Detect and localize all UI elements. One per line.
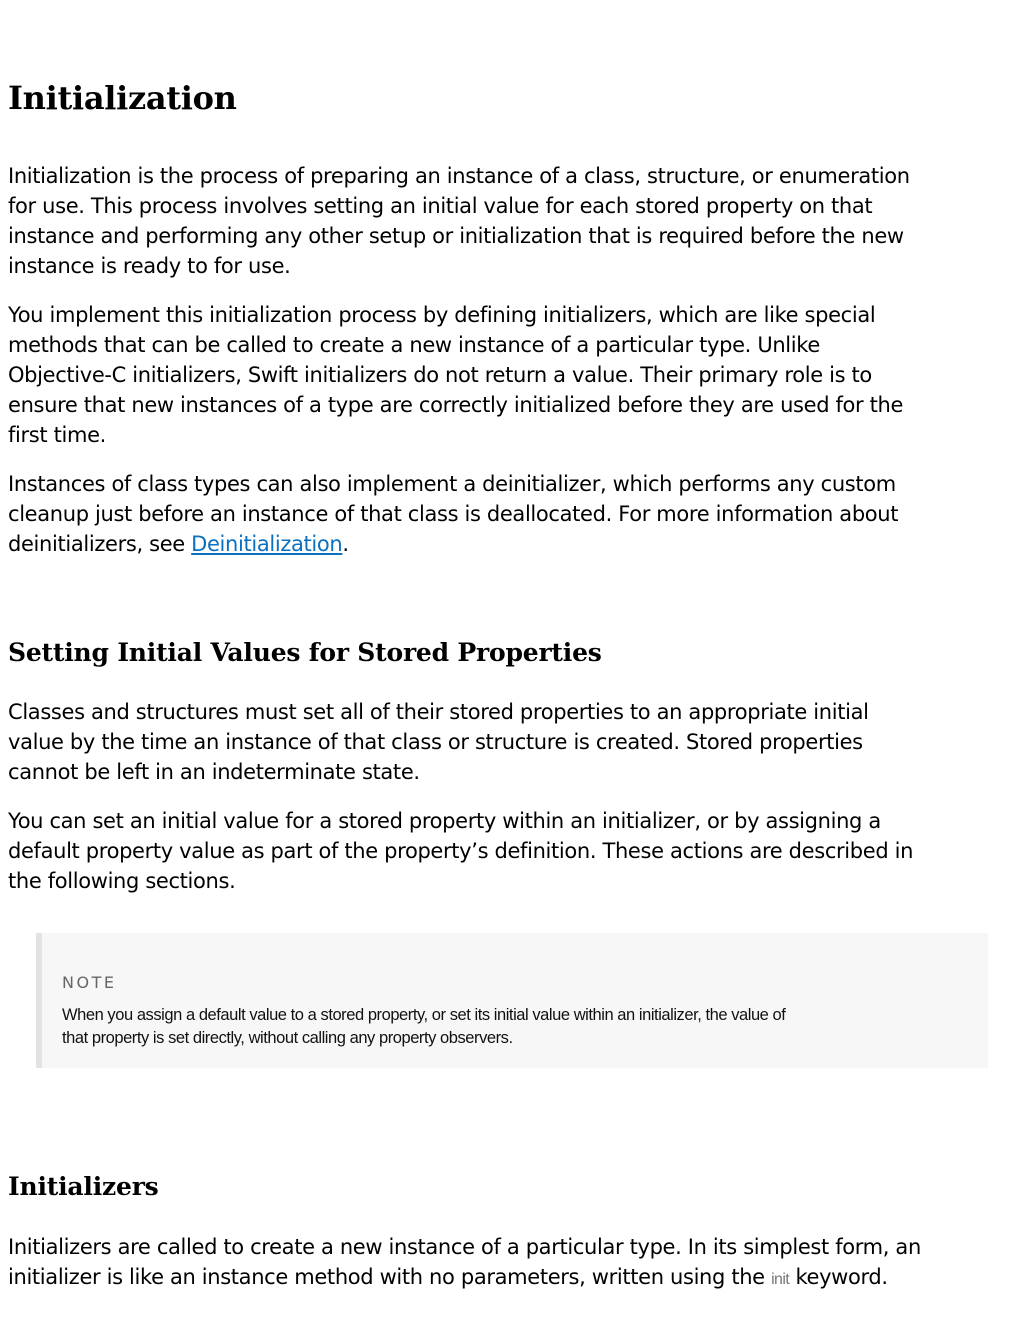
init-keyword-code: init — [771, 1271, 790, 1288]
text-fragment: initializer is like an instance method with no parameters, written using the — [8, 1265, 772, 1289]
text-fragment: deinitializers, see — [8, 532, 192, 556]
text-line: Initialization is the process of preparing an instance of a class, structure, or enumeration — [8, 164, 910, 188]
stored-paragraph-2 — [8, 806, 1018, 896]
text-line: When you assign a default value to a stored property, or set its initial value within an initializer, the value of — [62, 1006, 786, 1024]
text-line: first time. — [8, 423, 106, 447]
text-line: the following sections. — [8, 869, 236, 893]
text-fragment: . — [342, 532, 349, 556]
note-text — [62, 1004, 785, 1050]
text-line: ensure that new instances of a type are correctly initialized before they are used for the — [8, 393, 904, 417]
stored-paragraph-1 — [8, 697, 1018, 787]
text-line: Initializers are called to create a new instance of a particular type. In its simplest form, an — [8, 1235, 921, 1259]
intro-paragraph-1 — [8, 161, 1018, 281]
intro-paragraph-2 — [8, 300, 1018, 450]
text-line: default property value as part of the property’s definition. These actions are described in — [8, 839, 914, 863]
text-line — [8, 529, 1018, 559]
text-line: value by the time an instance of that class or structure is created. Stored properties — [8, 730, 863, 754]
text-line: for use. This process involves setting an initial value for each stored property on that — [8, 194, 873, 218]
text-line: You can set an initial value for a stored property within an initializer, or by assigning a — [8, 809, 881, 833]
text-line: cleanup just before an instance of that class is deallocated. For more information about — [8, 502, 899, 526]
section-heading-stored-properties: Setting Initial Values for Stored Properties — [8, 638, 602, 667]
intro-paragraph-3 — [8, 469, 1018, 559]
text-line: that property is set directly, without calling any property observers. — [62, 1029, 513, 1047]
note-label: NOTE — [62, 973, 117, 992]
text-line: You implement this initialization process by defining initializers, which are like special — [8, 303, 876, 327]
text-line: Instances of class types can also implement a deinitializer, which performs any custom — [8, 472, 896, 496]
text-line: instance and performing any other setup or initialization that is required before the new — [8, 224, 904, 248]
text-line: methods that can be called to create a new instance of a particular type. Unlike — [8, 333, 820, 357]
text-line — [8, 1262, 1018, 1295]
note-box — [36, 933, 988, 1068]
initializers-paragraph — [8, 1232, 1018, 1295]
page-title: Initialization — [8, 79, 237, 117]
text-line: instance is ready to for use. — [8, 254, 291, 278]
text-line: Classes and structures must set all of their stored properties to an appropriate initial — [8, 700, 869, 724]
section-heading-initializers: Initializers — [8, 1172, 159, 1201]
text-line: cannot be left in an indeterminate state. — [8, 760, 420, 784]
deinitialization-link[interactable]: Deinitialization — [191, 532, 343, 556]
text-line: Objective-C initializers, Swift initializers do not return a value. Their primary role is to — [8, 363, 872, 387]
text-fragment: keyword. — [789, 1265, 888, 1289]
